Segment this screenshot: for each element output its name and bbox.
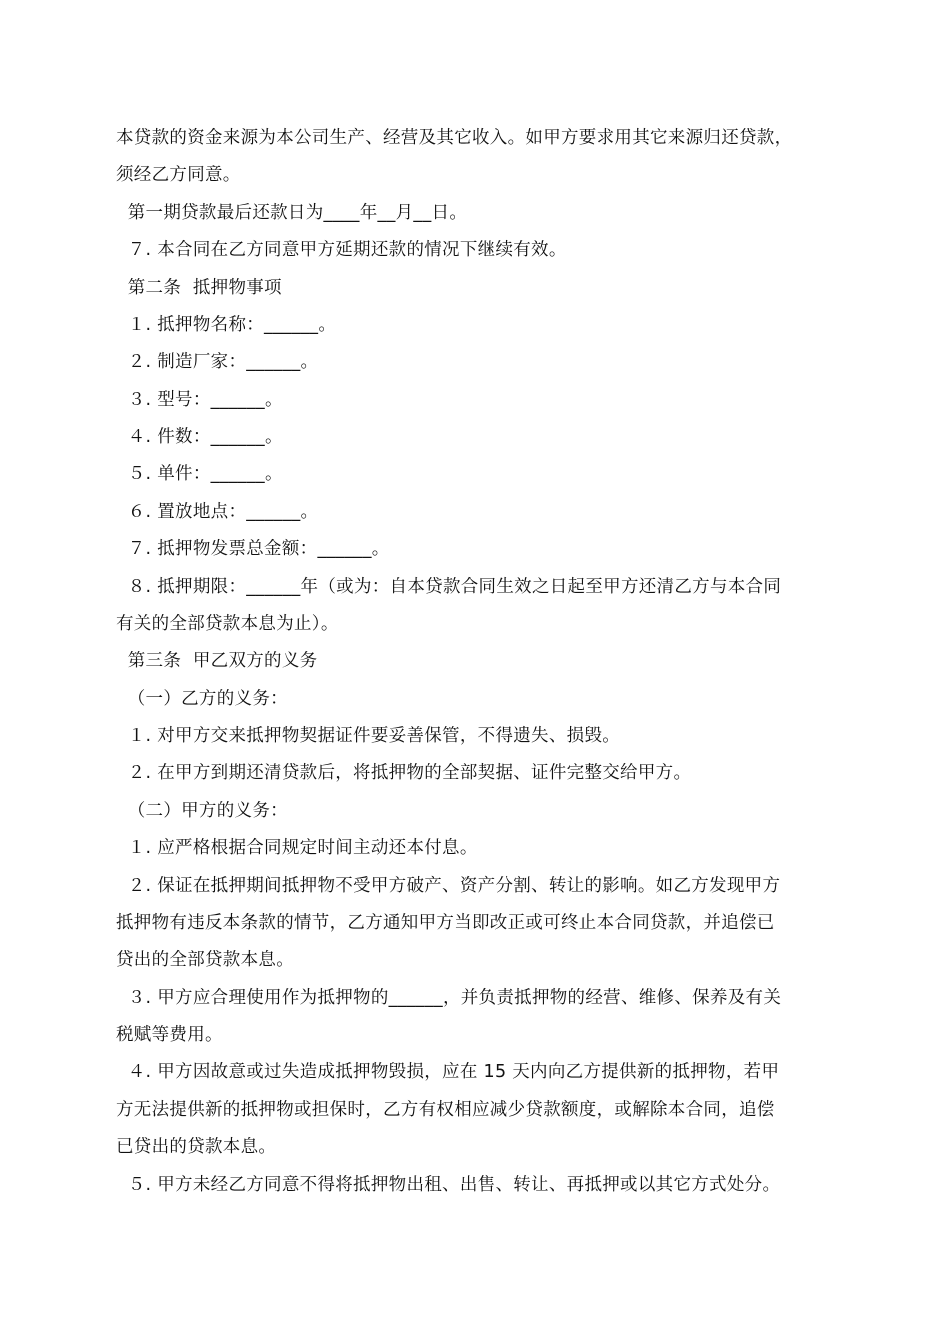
section-heading: 第二条 抵押物事项: [116, 278, 282, 298]
list-item: ２. 在甲方到期还清贷款后，将抵押物的全部契据、证件完整交给甲方。: [116, 763, 692, 783]
list-item: ５. 甲方未经乙方同意不得将抵押物出租、出售、转让、再抵押或以其它方式处分。: [116, 1175, 781, 1195]
section-heading: 第三条 甲乙双方的义务: [116, 651, 318, 671]
list-item: ５. 单件：______。: [116, 464, 283, 484]
paragraph-line: 本贷款的资金来源为本公司生产、经营及其它收入。如甲方要求用其它来源归还贷款，: [116, 128, 793, 148]
list-item: １. 抵押物名称：______。: [116, 315, 337, 335]
list-item: ２. 制造厂家：______。: [116, 352, 319, 372]
list-item: ４. 件数：______。: [116, 427, 283, 447]
list-item: ２. 保证在抵押期间抵押物不受甲方破产、资产分割、转让的影响。如乙方发现甲方: [116, 876, 781, 896]
paragraph-line: 税赋等费用。: [116, 1025, 223, 1045]
list-item: １. 应严格根据合同规定时间主动还本付息。: [116, 838, 478, 858]
list-item: １. 对甲方交来抵押物契据证件要妥善保管，不得遗失、损毁。: [116, 726, 621, 746]
list-item: ３. 型号：______。: [116, 390, 283, 410]
paragraph-line: 方无法提供新的抵押物或担保时，乙方有权相应减少贷款额度，或解除本合同，追偿: [116, 1100, 775, 1120]
paragraph-line: 贷出的全部贷款本息。: [116, 950, 294, 970]
paragraph-line: 抵押物有违反本条款的情节，乙方通知甲方当即改正或可终止本合同贷款，并追偿已: [116, 913, 775, 933]
paragraph-line: ７. 本合同在乙方同意甲方延期还款的情况下继续有效。: [116, 240, 567, 260]
list-item: ６. 置放地点：______。: [116, 502, 319, 522]
list-item: ４. 甲方因故意或过失造成抵押物毁损，应在 15 天内向乙方提供新的抵押物，若甲: [116, 1062, 780, 1082]
paragraph-line: 须经乙方同意。: [116, 165, 241, 185]
list-item: ７. 抵押物发票总金额：______。: [116, 539, 390, 559]
paragraph-line: 已贷出的贷款本息。: [116, 1137, 277, 1157]
list-item: ８. 抵押期限：______年（或为：自本贷款合同生效之日起至甲方还清乙方与本合同: [116, 577, 782, 597]
list-item: ３. 甲方应合理使用作为抵押物的______，并负责抵押物的经营、维修、保养及有关: [116, 988, 782, 1008]
subsection-heading: （二）甲方的义务：: [116, 801, 288, 821]
paragraph-line: 有关的全部贷款本息为止）。: [116, 614, 339, 634]
subsection-heading: （一）乙方的义务：: [116, 689, 288, 709]
paragraph-line: 第一期贷款最后还款日为____年__月__日。: [116, 203, 468, 223]
